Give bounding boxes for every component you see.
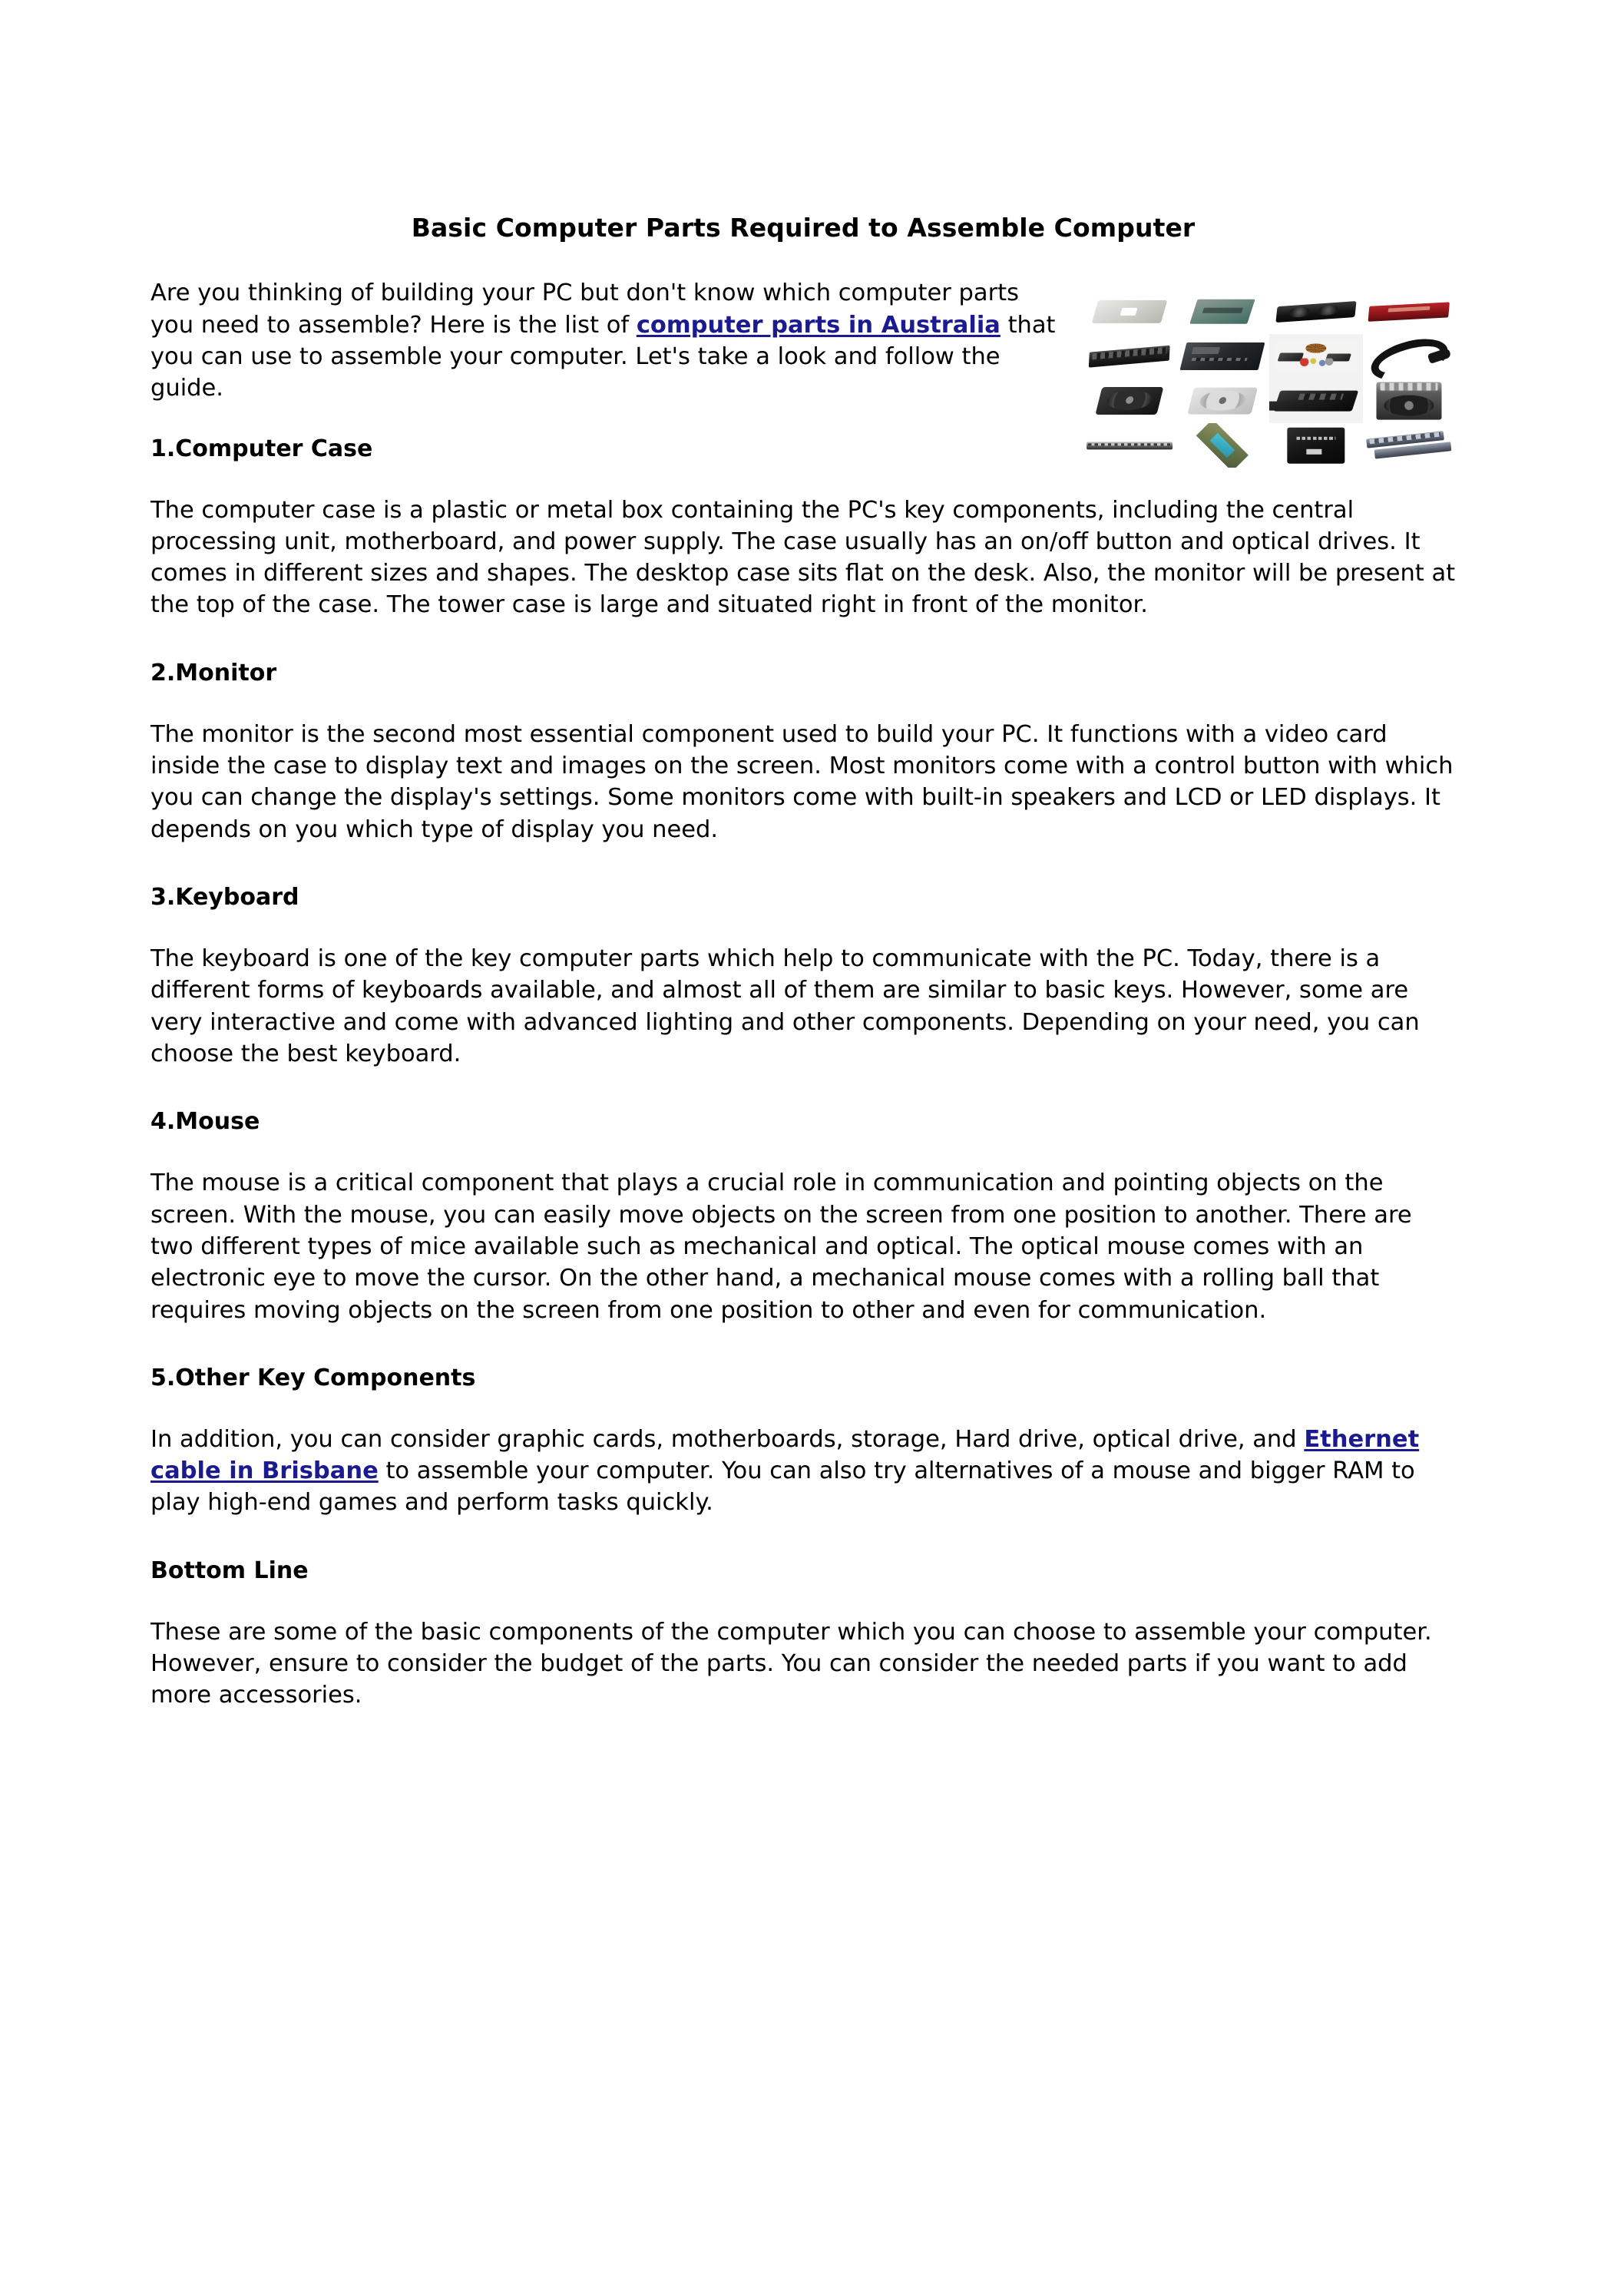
collage-cell-electronic-components-tray	[1269, 334, 1363, 379]
clear-case-fan-icon	[1188, 388, 1258, 415]
spacer	[150, 621, 1456, 658]
electronic-components-tray-icon	[1274, 340, 1358, 373]
section-heading-keyboard: 3.Keyboard	[150, 884, 299, 911]
spacer	[150, 1326, 1456, 1363]
section-heading-bottom-line: Bottom Line	[150, 1557, 309, 1584]
collage-cell-graphics-card	[1269, 289, 1363, 334]
section-body-monitor: The monitor is the second most essential component used to build your PC. It functions with a video card inside the case to display text and images on the screen. Most monitors come with a control button with which you can change the display's settings. Some monitors come with built-in speakers and LCD or LED displays. It depends on you which type of display you need.	[150, 720, 1454, 843]
intro-text-after-link: that you can use to assemble your computer. Let's take a look and follow the guide.	[150, 311, 1056, 402]
section-heading-computer-case: 1.Computer Case	[150, 435, 373, 462]
spacer	[150, 464, 1456, 495]
section-body-other-key-components	[150, 1424, 1456, 1519]
document-content	[150, 212, 1456, 1712]
computer-parts-australia-link[interactable]: computer parts in Australia	[636, 311, 1001, 339]
collage-cell-case-fan	[1083, 379, 1176, 423]
section-heading-monitor: 2.Monitor	[150, 659, 277, 686]
black-ram-module-icon	[1089, 346, 1170, 368]
collage-cell-motherboard	[1176, 334, 1270, 379]
section-body-computer-case: The computer case is a plastic or metal box containing the PC's key components, including the central processing unit, motherboard, and power supply. The case usually has an on/off button and optical drives. It comes in different sizes and shapes. The desktop case sits flat on the desk. Also, the monitor will be present at the top of the case. The tower case is large and situated right in front of the monitor.	[150, 496, 1456, 619]
spacer	[150, 688, 1456, 719]
collage-cell-black-ram-module	[1083, 334, 1176, 379]
spacer	[150, 1586, 1456, 1616]
section-body-bottom-line: These are some of the basic components of the computer which you can choose to assemble your computer. However, ensure to consider the budget of the parts. You can consider the needed parts if you want to add more accessories.	[150, 1618, 1432, 1709]
spacer	[150, 1393, 1456, 1424]
collage-cell-cpu-cooler-backplate	[1083, 289, 1176, 334]
ethernet-cable-brisbane-link[interactable]: Ethernet cable in Brisbane	[150, 1425, 1420, 1485]
section-heading-mouse: 4.Mouse	[150, 1108, 260, 1136]
green-die-chip-icon	[1196, 423, 1249, 468]
grey-ram-modules-icon	[1366, 430, 1452, 462]
collage-cell-green-die-chip	[1176, 423, 1270, 468]
collage-cell-ryzen-cpu-chip	[1176, 289, 1270, 334]
heat-spreader-bar-icon	[1087, 442, 1173, 449]
motherboard-icon	[1180, 342, 1265, 370]
collage-cell-heat-spreader-bar	[1083, 423, 1176, 468]
collage-cell-power-cable	[1363, 334, 1457, 379]
section-heading-other-key-components: 5.Other Key Components	[150, 1364, 476, 1391]
collage-cell-red-ram-module	[1363, 289, 1457, 334]
samsung-ssd-icon	[1287, 428, 1345, 463]
spacer	[150, 1519, 1456, 1556]
other-components-text-after-link: to assemble your computer. You can also try alternatives of a mouse and bigger RAM to play high-end games and perform tasks quickly.	[150, 1457, 1415, 1517]
collage-cell-grey-ram-modules	[1363, 423, 1457, 468]
ryzen-cpu-chip-icon	[1189, 299, 1255, 324]
collage-cell-samsung-ssd	[1269, 423, 1363, 468]
graphics-card-icon	[1275, 301, 1356, 323]
spacer	[150, 912, 1456, 943]
spacer	[150, 1136, 1456, 1167]
other-components-text-before-link: In addition, you can consider graphic cards, motherboards, storage, Hard drive, optical drive, and	[150, 1425, 1305, 1453]
intro-paragraph	[150, 277, 1456, 404]
collage-cell-clear-case-fan	[1176, 379, 1270, 423]
cpu-tower-cooler-icon	[1377, 382, 1442, 420]
section-body-mouse: The mouse is a critical component that plays a crucial role in communication and pointing objects on the screen. With the mouse, you can easily move objects on the screen from one position to another. There are two different types of mice available such as mechanical and optical. The optical mouse comes with an electronic eye to move the cursor. On the other hand, a mechanical mouse comes with a rolling ball that requires moving objects on the screen from one position to other and even for communication.	[150, 1170, 1412, 1324]
intro-text-before-link: Are you thinking of building your PC but don't know which computer parts you need to assemble? Here is the list of	[150, 280, 1019, 339]
spacer	[150, 1070, 1456, 1107]
black-ssd-stack-icon	[1273, 391, 1358, 412]
computer-parts-collage-image	[1083, 289, 1456, 468]
red-ram-module-icon	[1368, 303, 1450, 322]
power-cable-icon	[1366, 339, 1452, 374]
cpu-cooler-backplate-icon	[1091, 300, 1167, 323]
page-title: Basic Computer Parts Required to Assemble Computer	[411, 213, 1196, 243]
spacer	[150, 845, 1456, 882]
section-body-keyboard: The keyboard is one of the key computer parts which help to communicate with the PC. Today, there is a different forms of keyboards available, and almost all of them are similar to basic keys. However, some are very interactive and come with advanced lighting and other components. Depending on your need, you can choose the best keyboard.	[150, 945, 1420, 1067]
collage-cell-black-ssd-stack	[1269, 379, 1363, 423]
collage-cell-cpu-tower-cooler	[1363, 379, 1457, 423]
case-fan-icon	[1095, 387, 1163, 415]
